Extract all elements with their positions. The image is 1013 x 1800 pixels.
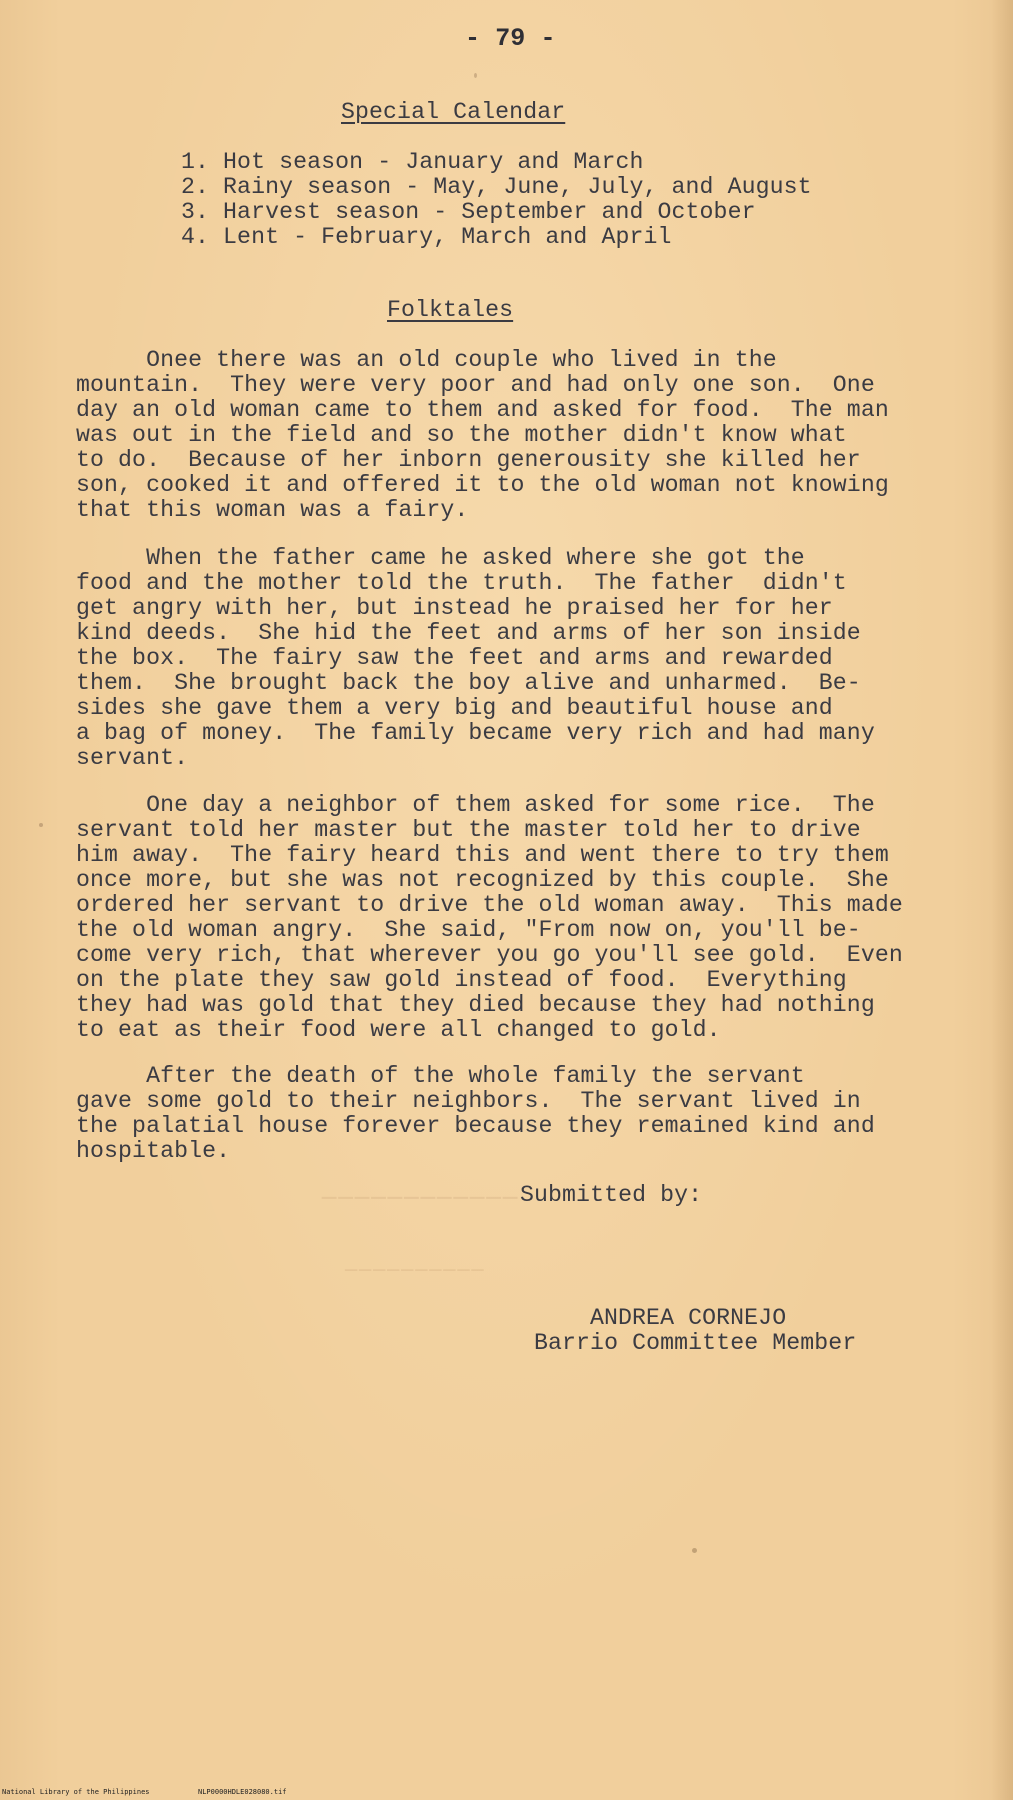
- paper-speck: [474, 73, 477, 78]
- text-line: son, cooked it and offered it to the old woman not knowing: [76, 472, 889, 498]
- text-line: servant told her master but the master told her to drive: [76, 817, 861, 843]
- text-line: After the death of the whole family the servant: [76, 1063, 805, 1089]
- text-line: hospitable.: [76, 1138, 231, 1164]
- faint-stamp-graphic: ────────────: [322, 1183, 520, 1212]
- text-line: was out in the field and so the mother didn't know what: [76, 422, 847, 448]
- footer-library-credit: National Library of the Philippines: [2, 1788, 150, 1796]
- text-line: Onee there was an old couple who lived in the: [76, 347, 777, 373]
- text-line: the box. The fairy saw the feet and arms and rewarded: [76, 645, 833, 671]
- text-line: food and the mother told the truth. The father didn't: [76, 570, 847, 596]
- submitter-role: Barrio Committee Member: [534, 1330, 857, 1356]
- folktales-title: Folktales: [387, 297, 514, 323]
- text-line: ordered her servant to drive the old woman away. This made: [76, 892, 903, 918]
- text-line: that this woman was a fairy.: [76, 497, 469, 523]
- calendar-title: Special Calendar: [341, 99, 566, 125]
- calendar-item: 1. Hot season - January and March: [181, 149, 644, 175]
- submitted-by-label: Submitted by:: [520, 1182, 703, 1208]
- text-line: sides she gave them a very big and beautiful house and: [76, 695, 833, 721]
- text-line: him away. The fairy heard this and went there to try them: [76, 842, 889, 868]
- text-line: mountain. They were very poor and had only one son. One: [76, 372, 875, 398]
- text-line: them. She brought back the boy alive and unharmed. Be-: [76, 670, 861, 696]
- text-line: they had was gold that they died because they had nothing: [76, 992, 875, 1018]
- paper-speck: [39, 823, 43, 827]
- calendar-item: 2. Rainy season - May, June, July, and August: [181, 174, 812, 200]
- page-edge-shadow: [991, 0, 1013, 1800]
- text-line: once more, but she was not recognized by this couple. She: [76, 867, 889, 893]
- text-line: to do. Because of her inborn generousity she killed her: [76, 447, 861, 473]
- footer-file-name: NLP0000HDLE028080.tif: [198, 1788, 287, 1796]
- faint-stamp-graphic: ──────────: [345, 1258, 486, 1282]
- text-line: One day a neighbor of them asked for some rice. The: [76, 792, 875, 818]
- text-line: on the plate they saw gold instead of food. Everything: [76, 967, 847, 993]
- text-line: kind deeds. She hid the feet and arms of her son inside: [76, 620, 861, 646]
- text-line: to eat as their food were all changed to gold.: [76, 1017, 721, 1043]
- text-line: day an old woman came to them and asked for food. The man: [76, 397, 889, 423]
- text-line: get angry with her, but instead he praised her for her: [76, 595, 833, 621]
- text-line: a bag of money. The family became very rich and had many: [76, 720, 875, 746]
- text-line: gave some gold to their neighbors. The servant lived in: [76, 1088, 861, 1114]
- text-line: servant.: [76, 745, 189, 771]
- calendar-item: 4. Lent - February, March and April: [181, 224, 672, 250]
- submitter-name: ANDREA CORNEJO: [590, 1305, 787, 1331]
- text-line: the palatial house forever because they remained kind and: [76, 1113, 875, 1139]
- text-line: come very rich, that wherever you go you'll see gold. Even: [76, 942, 903, 968]
- paper-speck: [692, 1548, 697, 1553]
- page-number: - 79 -: [465, 24, 556, 53]
- text-line: When the father came he asked where she got the: [76, 545, 805, 571]
- calendar-item: 3. Harvest season - September and October: [181, 199, 756, 225]
- text-line: the old woman angry. She said, "From now on, you'll be-: [76, 917, 861, 943]
